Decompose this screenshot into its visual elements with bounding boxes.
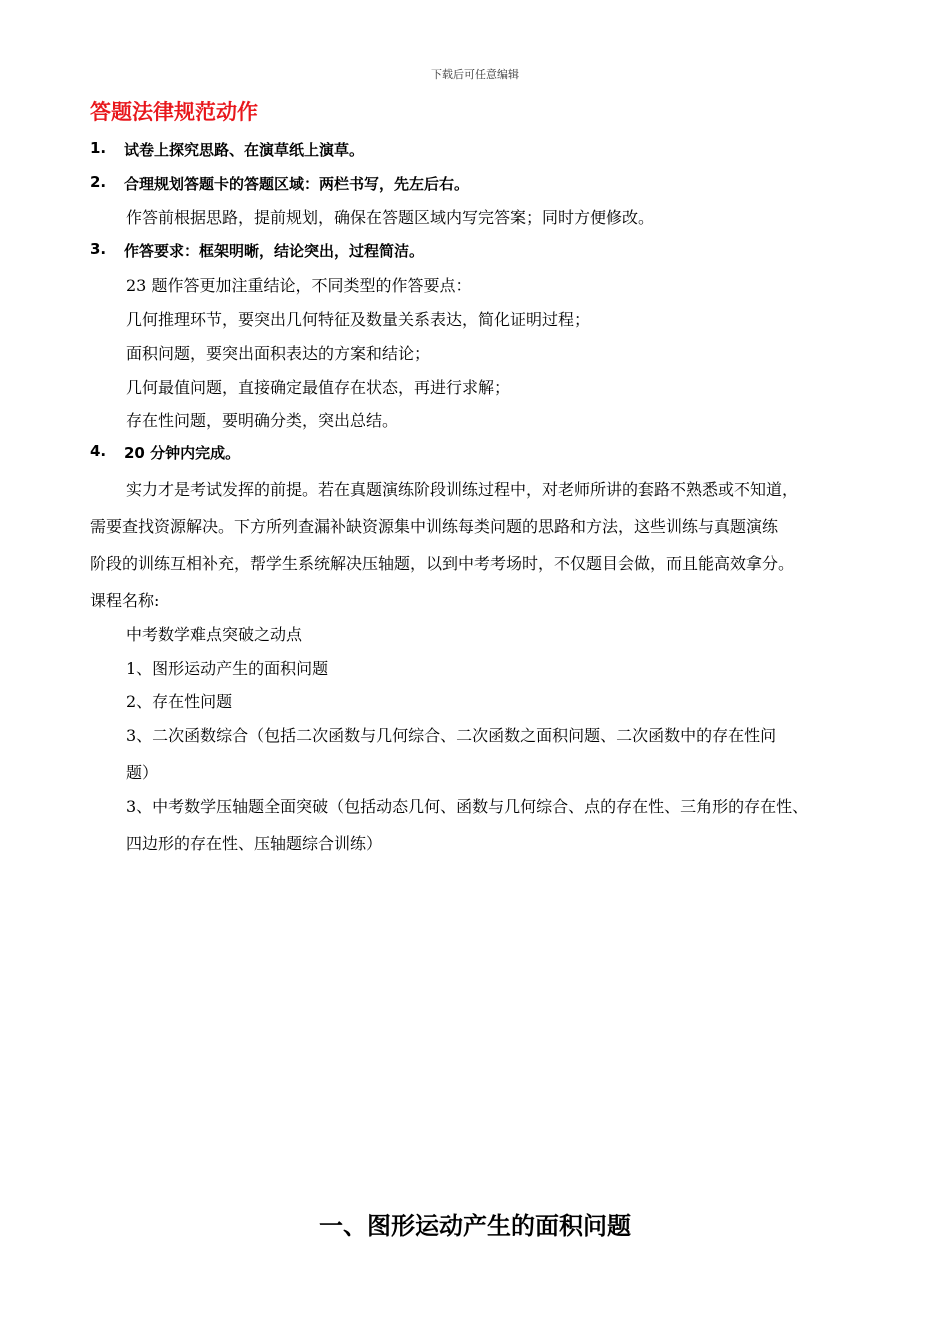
course-label: 课程名称: bbox=[90, 591, 160, 610]
paragraph-line: 实力才是考试发挥的前提。若在真题演练阶段训练过程中，对老师所讲的套路不熟悉或不知道， bbox=[126, 480, 799, 499]
item3-detail: 几何最值问题，直接确定最值存在状态，再进行求解； bbox=[126, 378, 511, 397]
list-item-number: 1. bbox=[90, 139, 107, 157]
list-item-text: 作答要求：框架明晰，结论突出，过程简洁。 bbox=[124, 242, 425, 260]
list-item-text: 20 分钟内完成。 bbox=[124, 444, 241, 462]
item3-detail: 存在性问题，要明确分类，突出总结。 bbox=[126, 411, 399, 430]
list-item-text: 试卷上探究思路、在演草纸上演草。 bbox=[124, 141, 365, 159]
course-line: 3、二次函数综合（包括二次函数与几何综合、二次函数之面积问题、二次函数中的存在性问 bbox=[126, 726, 777, 745]
course-line: 中考数学难点突破之动点 bbox=[126, 625, 303, 644]
item3-detail: 几何推理环节，要突出几何特征及数量关系表达，简化证明过程； bbox=[126, 310, 591, 329]
paragraph-line: 需要查找资源解决。下方所列查漏补缺资源集中训练每类问题的思路和方法，这些训练与真题演练 bbox=[90, 517, 779, 536]
page-header-note: 下载后可任意编辑 bbox=[431, 68, 519, 81]
item2-detail: 作答前根据思路，提前规划，确保在答题区域内写完答案；同时方便修改。 bbox=[126, 208, 655, 227]
section-heading: 一、图形运动产生的面积问题 bbox=[319, 1212, 631, 1240]
course-line: 四边形的存在性、压轴题综合训练） bbox=[126, 834, 383, 853]
course-line: 2、存在性问题 bbox=[126, 692, 233, 711]
item3-detail: 23 题作答更加注重结论，不同类型的作答要点： bbox=[126, 276, 472, 295]
paragraph-line: 阶段的训练互相补充，帮学生系统解决压轴题，以到中考考场时，不仅题目会做，而且能高效拿分。 bbox=[90, 554, 795, 573]
course-line: 1、图形运动产生的面积问题 bbox=[126, 659, 329, 678]
course-line: 题） bbox=[126, 763, 159, 782]
list-item-number: 3. bbox=[90, 240, 107, 258]
course-line: 3、中考数学压轴题全面突破（包括动态几何、函数与几何综合、点的存在性、三角形的存在性、 bbox=[126, 797, 809, 816]
list-item-number: 4. bbox=[90, 442, 107, 460]
item3-detail: 面积问题，要突出面积表达的方案和结论； bbox=[126, 344, 431, 363]
document-title: 答题法律规范动作 bbox=[90, 100, 258, 124]
list-item-number: 2. bbox=[90, 173, 107, 191]
list-item-text: 合理规划答题卡的答题区域：两栏书写，先左后右。 bbox=[124, 175, 470, 193]
